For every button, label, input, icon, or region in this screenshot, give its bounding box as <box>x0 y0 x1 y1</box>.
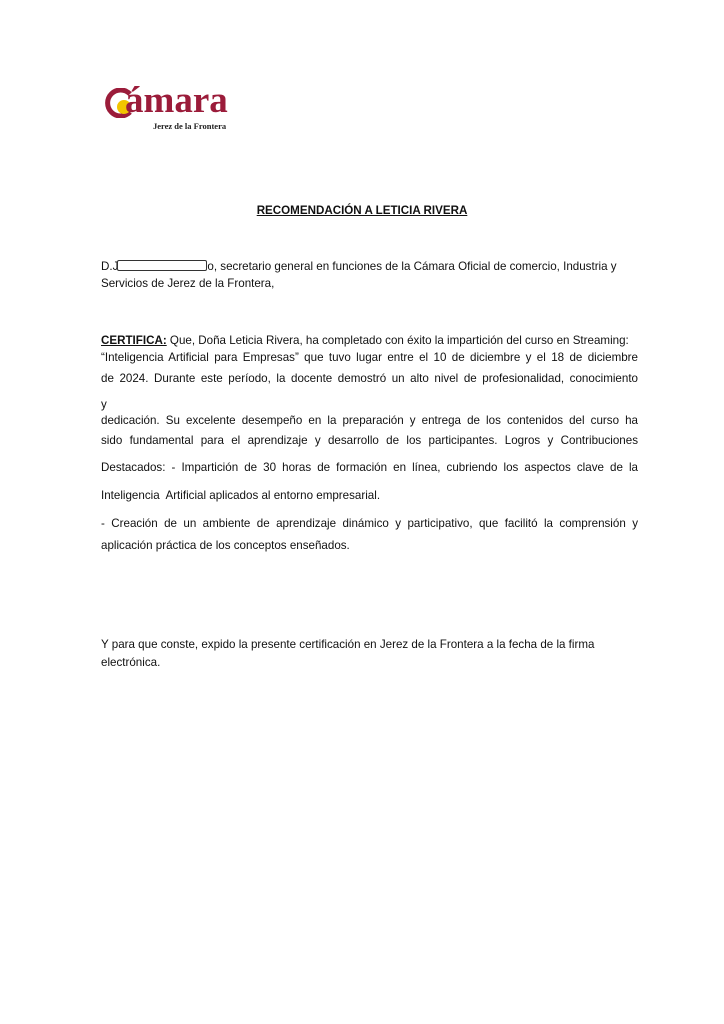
logo-word: ámara <box>125 80 228 121</box>
body-line-10: aplicación práctica de los conceptos enseñados. <box>101 539 350 552</box>
redacted-name <box>117 260 207 271</box>
body-line-1 <box>101 334 638 348</box>
closing-line-1: Y para que conste, expido la presente certificación en Jerez de la Frontera a la fecha de la firma <box>101 638 595 651</box>
body-line-5: dedicación. Su excelente desempeño en la preparación y entrega de los contenidos del curso ha <box>101 414 638 427</box>
body-line-6: sido fundamental para el aprendizaje y desarrollo de los participantes. Logros y Contribuciones <box>101 434 638 447</box>
body-line-7: Destacados: - Impartición de 30 horas de formación en línea, cubriendo los aspectos clave de la <box>101 461 638 474</box>
body-line-9: - Creación de un ambiente de aprendizaje dinámico y participativo, que facilitó la comprensión y <box>101 517 638 530</box>
body-line-8: Inteligencia Artificial aplicados al entorno empresarial. <box>101 489 381 502</box>
logo-subtitle: Jerez de la Frontera <box>153 121 227 131</box>
intro-line-2: Servicios de Jerez de la Frontera, <box>101 277 275 290</box>
intro-line-1 <box>101 260 638 274</box>
closing-line-2: electrónica. <box>101 656 161 669</box>
intro-suffix: o, secretario general en funciones de la Cámara Oficial de comercio, Industria y <box>207 260 617 273</box>
body-text: Que, Doña Leticia Rivera, ha completado con éxito la impartición del curso en Streaming: <box>166 334 629 347</box>
body-line-2: “Inteligencia Artificial para Empresas” que tuvo lugar entre el 10 de diciembre y el 18 de diciembre <box>101 351 638 364</box>
body-line-3: de 2024. Durante este período, la docente demostró un alto nivel de profesionalidad, conocimiento <box>101 372 638 385</box>
body-line-4: y <box>101 398 107 411</box>
camara-logo <box>105 80 255 136</box>
document-title: RECOMENDACIÓN A LETICIA RIVERA <box>256 204 468 217</box>
certifica-label: CERTIFICA: <box>101 334 167 347</box>
intro-prefix: D.J <box>101 260 119 273</box>
